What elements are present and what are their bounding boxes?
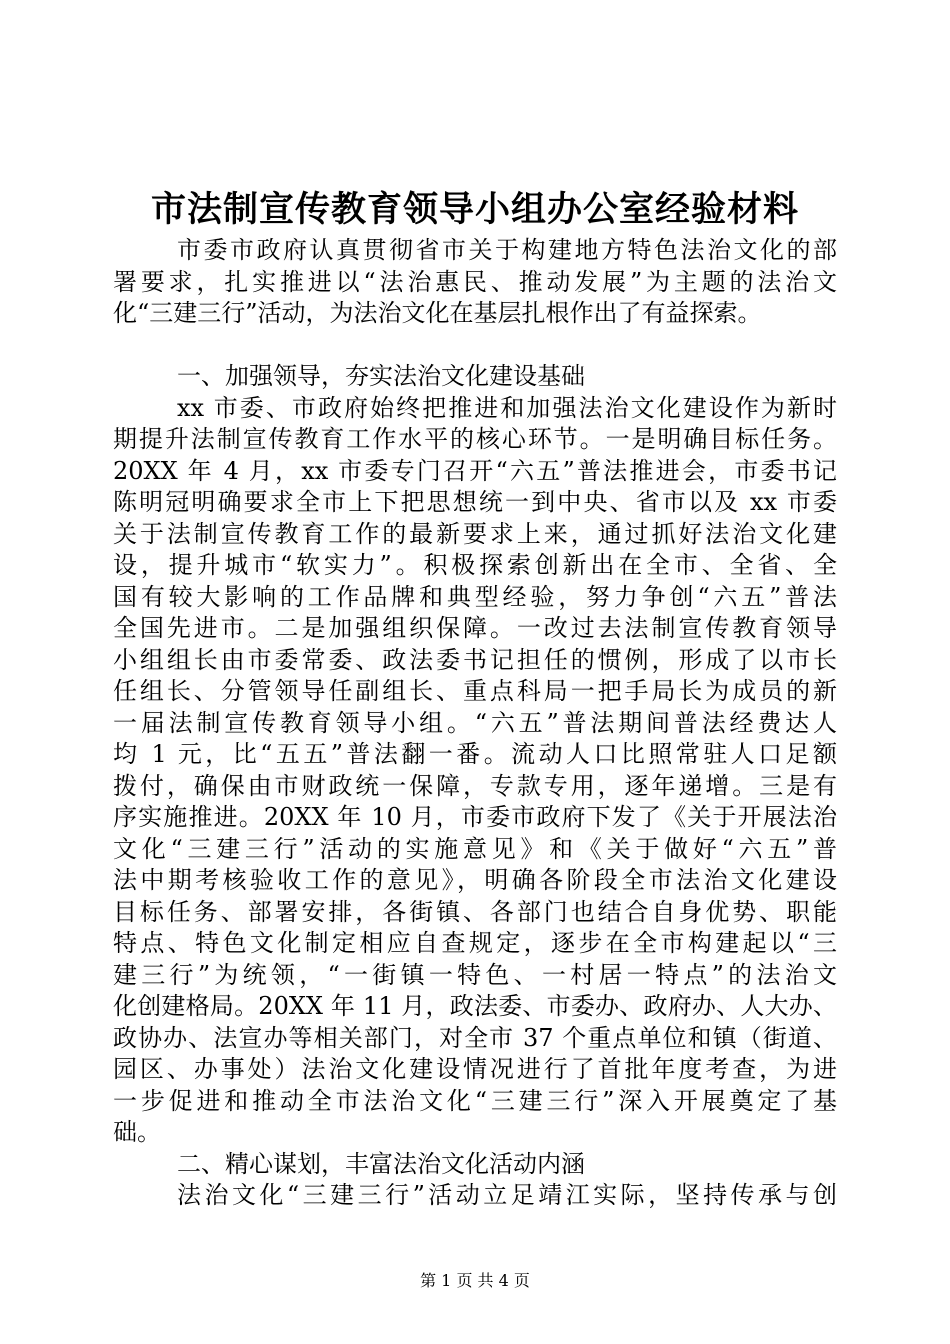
body-line: 建三行”为统领，“一街镇一特色、一村居一特点”的法治文 [113,960,837,989]
body-line: 一、加强领导，夯实法治文化建设基础 [177,362,585,390]
body-line: 设，提升城市“软实力”。积极探索创新出在全市、全省、全 [113,551,837,579]
body-line: 市委市政府认真贯彻省市关于构建地方特色法治文化的部 [177,236,837,264]
body-line: 化“三建三行”活动，为法治文化在基层扎根作出了有益探索。 [113,299,762,327]
document-title: 市法制宣传教育领导小组办公室经验材料 [150,189,799,230]
body-line: 均 1 元，比“五五”普法翻一番。流动人口比照常驻人口足额 [113,740,837,768]
body-line: 一步促进和推动全市法治文化“三建三行”深入开展奠定了基 [113,1086,837,1115]
document-body [113,235,837,1212]
body-line: 陈明冠明确要求全市上下把思想统一到中央、省市以及 xx 市委 [113,488,837,516]
body-line: 一届法制宣传教育领导小组。“六五”普法期间普法经费达人 [113,708,837,737]
blank-line [113,330,837,362]
body-line: 政协办、法宣办等相关部门，对全市 37 个重点单位和镇（街道、 [113,1023,837,1052]
body-line: 文化“三建三行”活动的实施意见》和《关于做好“六五”普 [113,834,837,863]
body-line: 署要求，扎实推进以“法治惠民、推动发展”为主题的法治文 [113,267,837,296]
body-line: 全国先进市。二是加强组织保障。一改过去法制宣传教育领导 [113,614,837,642]
body-line: 础。 [113,1118,161,1146]
body-line: 小组组长由市委常委、政法委书记担任的惯例，形成了以市长 [113,645,837,674]
body-line: 特点、特色文化制定相应自查规定，逐步在全市构建起以“三 [113,929,837,957]
body-line: 法中期考核验收工作的意见》，明确各阶段全市法治文化建设 [113,866,837,894]
body-line: 拨付，确保由市财政统一保障，专款专用，逐年递增。三是有 [113,771,837,800]
page-footer: 第 1 页 共 4 页 [420,1271,530,1290]
body-line: 关于法制宣传教育工作的最新要求上来，通过抓好法治文化建 [113,519,837,548]
body-line: 化创建格局。20XX 年 11 月，政法委、市委办、政府办、人大办、 [113,992,837,1020]
body-line: 20XX 年 4 月，xx 市委专门召开“六五”普法推进会，市委书记 [113,456,837,485]
body-line: 二、精心谋划，丰富法治文化活动内涵 [177,1149,585,1178]
body-line: xx 市委、市政府始终把推进和加强法治文化建设作为新时 [177,393,837,422]
body-line: 园区、办事处）法治文化建设情况进行了首批年度考查，为进 [113,1055,837,1083]
body-line: 法治文化“三建三行”活动立足靖江实际，坚持传承与创 [177,1181,837,1209]
body-line: 任组长、分管领导任副组长、重点科局一把手局长为成员的新 [113,677,837,705]
body-line: 序实施推进。20XX 年 10 月，市委市政府下发了《关于开展法治 [113,803,837,831]
body-line: 国有较大影响的工作品牌和典型经验，努力争创“六五”普法 [113,582,837,611]
body-line: 期提升法制宣传教育工作水平的核心环节。一是明确目标任务。 [113,425,837,453]
body-line: 目标任务、部署安排，各街镇、各部门也结合自身优势、职能 [113,897,837,926]
